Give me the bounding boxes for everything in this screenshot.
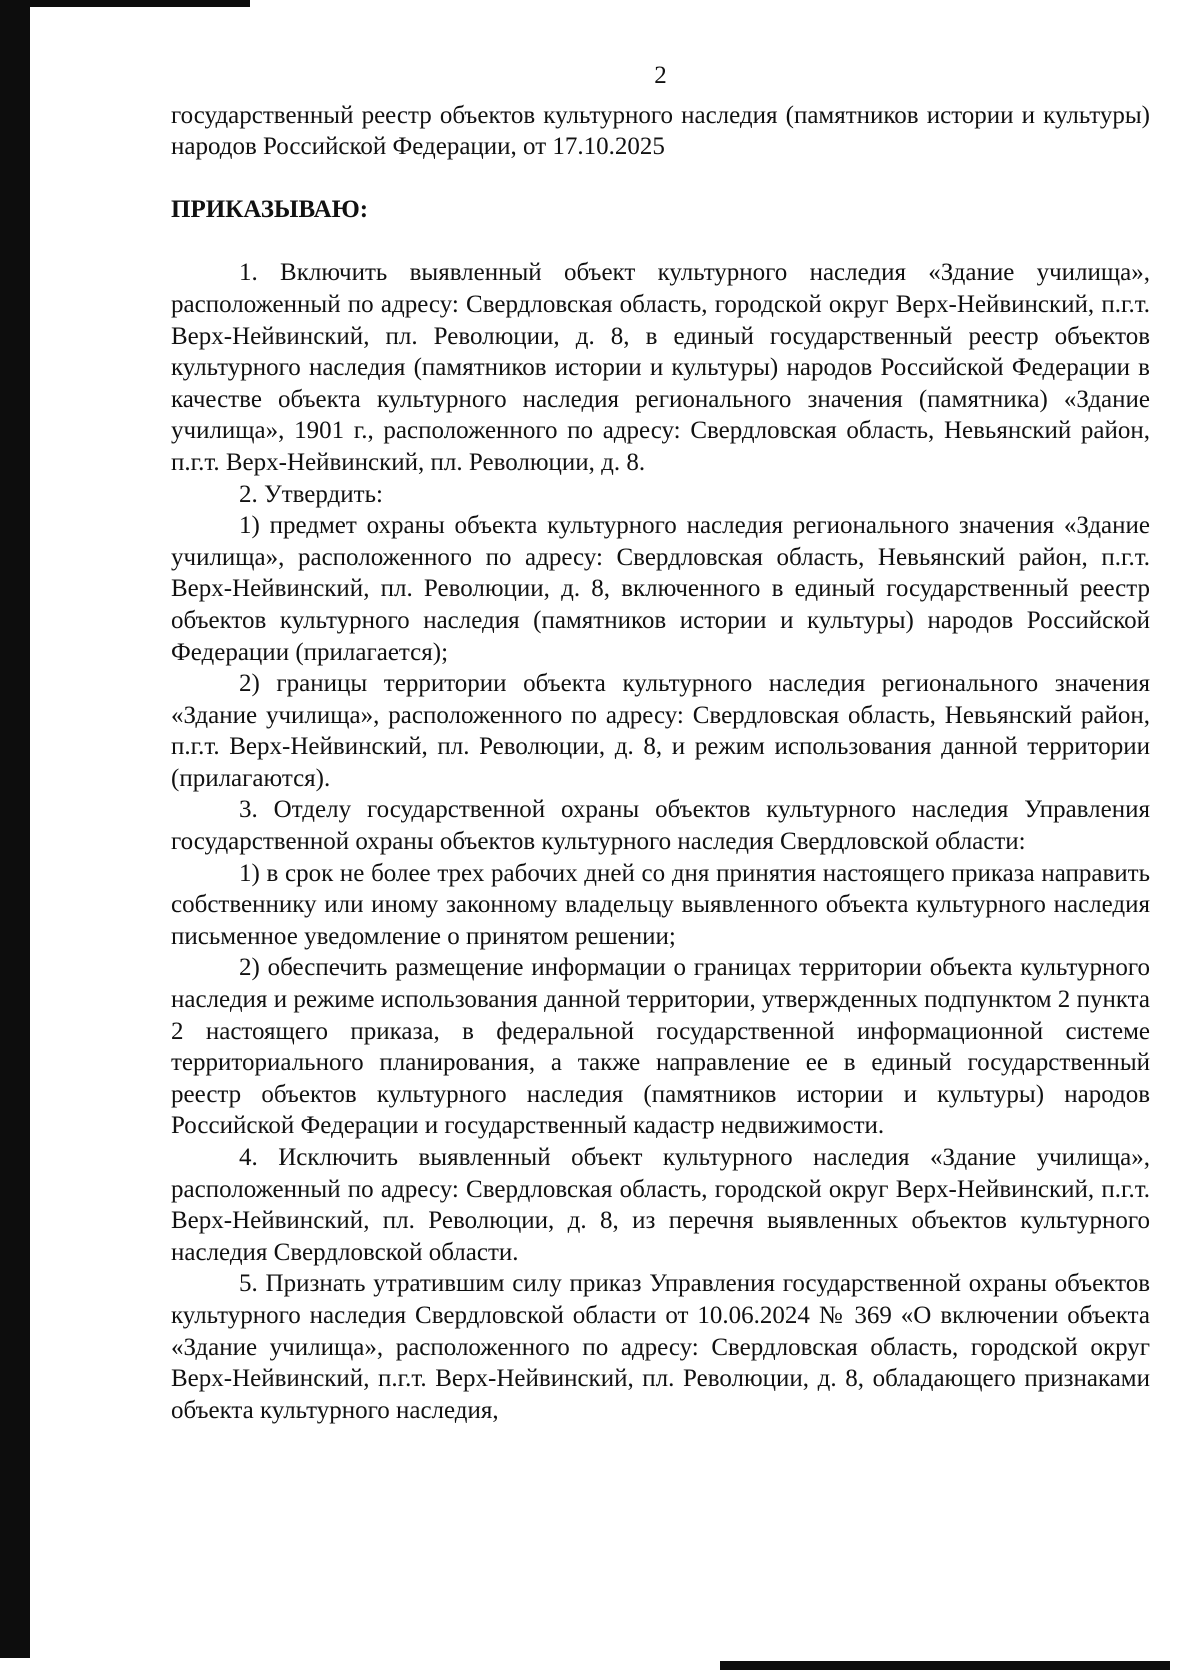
- item-4-exclude-from-list: 4. Исключить выявленный объект культурного наследия «Здание училища», расположенный по адресу: Свердловская область, городской округ Верх-Нейвинский, п.г.т. Верх-Нейвинский, пл. Революции, д. 8, из перечня выявленных объектов культурного наследия Свердловской области.: [171, 1144, 1150, 1266]
- item-3-1-notify-owner: 1) в срок не более трех рабочих дней со дня принятия настоящего приказа направить собственнику или иному законному владельцу выявленного объекта культурного наследия письменное уведомление о принятом решении;: [171, 859, 1150, 950]
- item-2-2-territory-boundaries: 2) границы территории объекта культурного наследия регионального значения «Здание училища», расположенного по адресу: Свердловская область, Невьянский район, п.г.т. Верх-Нейвинский, пл. Революции, д. 8, и режим использования данной территории (прилагаются).: [171, 670, 1150, 792]
- document-page: [171, 60, 1150, 1426]
- scan-border-bottom: [720, 1661, 1170, 1670]
- item-1-include-in-register: 1. Включить выявленный объект культурного наследия «Здание училища», расположенный по адресу: Свердловская область, городской округ Верх-Нейвинский, п.г.т. Верх-Нейвинский, пл. Революции, д. 8, в единый государственный реестр объектов культурного наследия (памятников истории и культуры) народов Российской Федерации в качестве объекта культурного наследия регионального значения (памятника) «Здание училища», 1901 г., расположенного по адресу: Свердловская область, Невьянский район, п.г.т. Верх-Нейвинский, пл. Революции, д. 8.: [171, 259, 1150, 476]
- item-5-repeal-order: 5. Признать утратившим силу приказ Управления государственной охраны объектов культурного наследия Свердловской области от 10.06.2024 № 369 «О включении объекта «Здание училища», расположенного по адресу: Свердловская область, городской округ Верх-Нейвинский, п.г.т. Верх-Нейвинский, пл. Революции, д. 8, обладающего признаками объекта культурного наследия,: [171, 1270, 1150, 1424]
- order-heading: ПРИКАЗЫВАЮ:: [171, 195, 369, 223]
- scan-border-top: [0, 0, 250, 7]
- item-2-1-protection-subject: 1) предмет охраны объекта культурного наследия регионального значения «Здание училища», расположенного по адресу: Свердловская область, Невьянский район, п.г.т. Верх-Нейвинский, пл. Революции, д. 8, включенного в единый государственный реестр объектов культурного наследия (памятников истории и культуры) народов Российской Федерации (прилагается);: [171, 512, 1150, 666]
- scan-border-left: [0, 0, 30, 1658]
- page-number: 2: [654, 62, 667, 89]
- intro-paragraph: государственный реестр объектов культурного наследия (памятников истории и культуры) народов Российской Федерации, от 17.10.2025: [171, 101, 1150, 161]
- item-3-department-tasks: 3. Отделу государственной охраны объектов культурного наследия Управления государственной охраны объектов культурного наследия Свердловской области:: [171, 796, 1150, 856]
- item-2-approve: 2. Утвердить:: [239, 480, 383, 508]
- item-3-2-publish-information: 2) обеспечить размещение информации о границах территории объекта культурного наследия и режиме использования данной территории, утвержденных подпунктом 2 пункта 2 настоящего приказа, в федеральной государственной информационной системе территориального планирования, а также направление ее в единый государственный реестр объектов культурного наследия (памятников истории и культуры) народов Российской Федерации и государственный кадастр недвижимости.: [171, 954, 1150, 1140]
